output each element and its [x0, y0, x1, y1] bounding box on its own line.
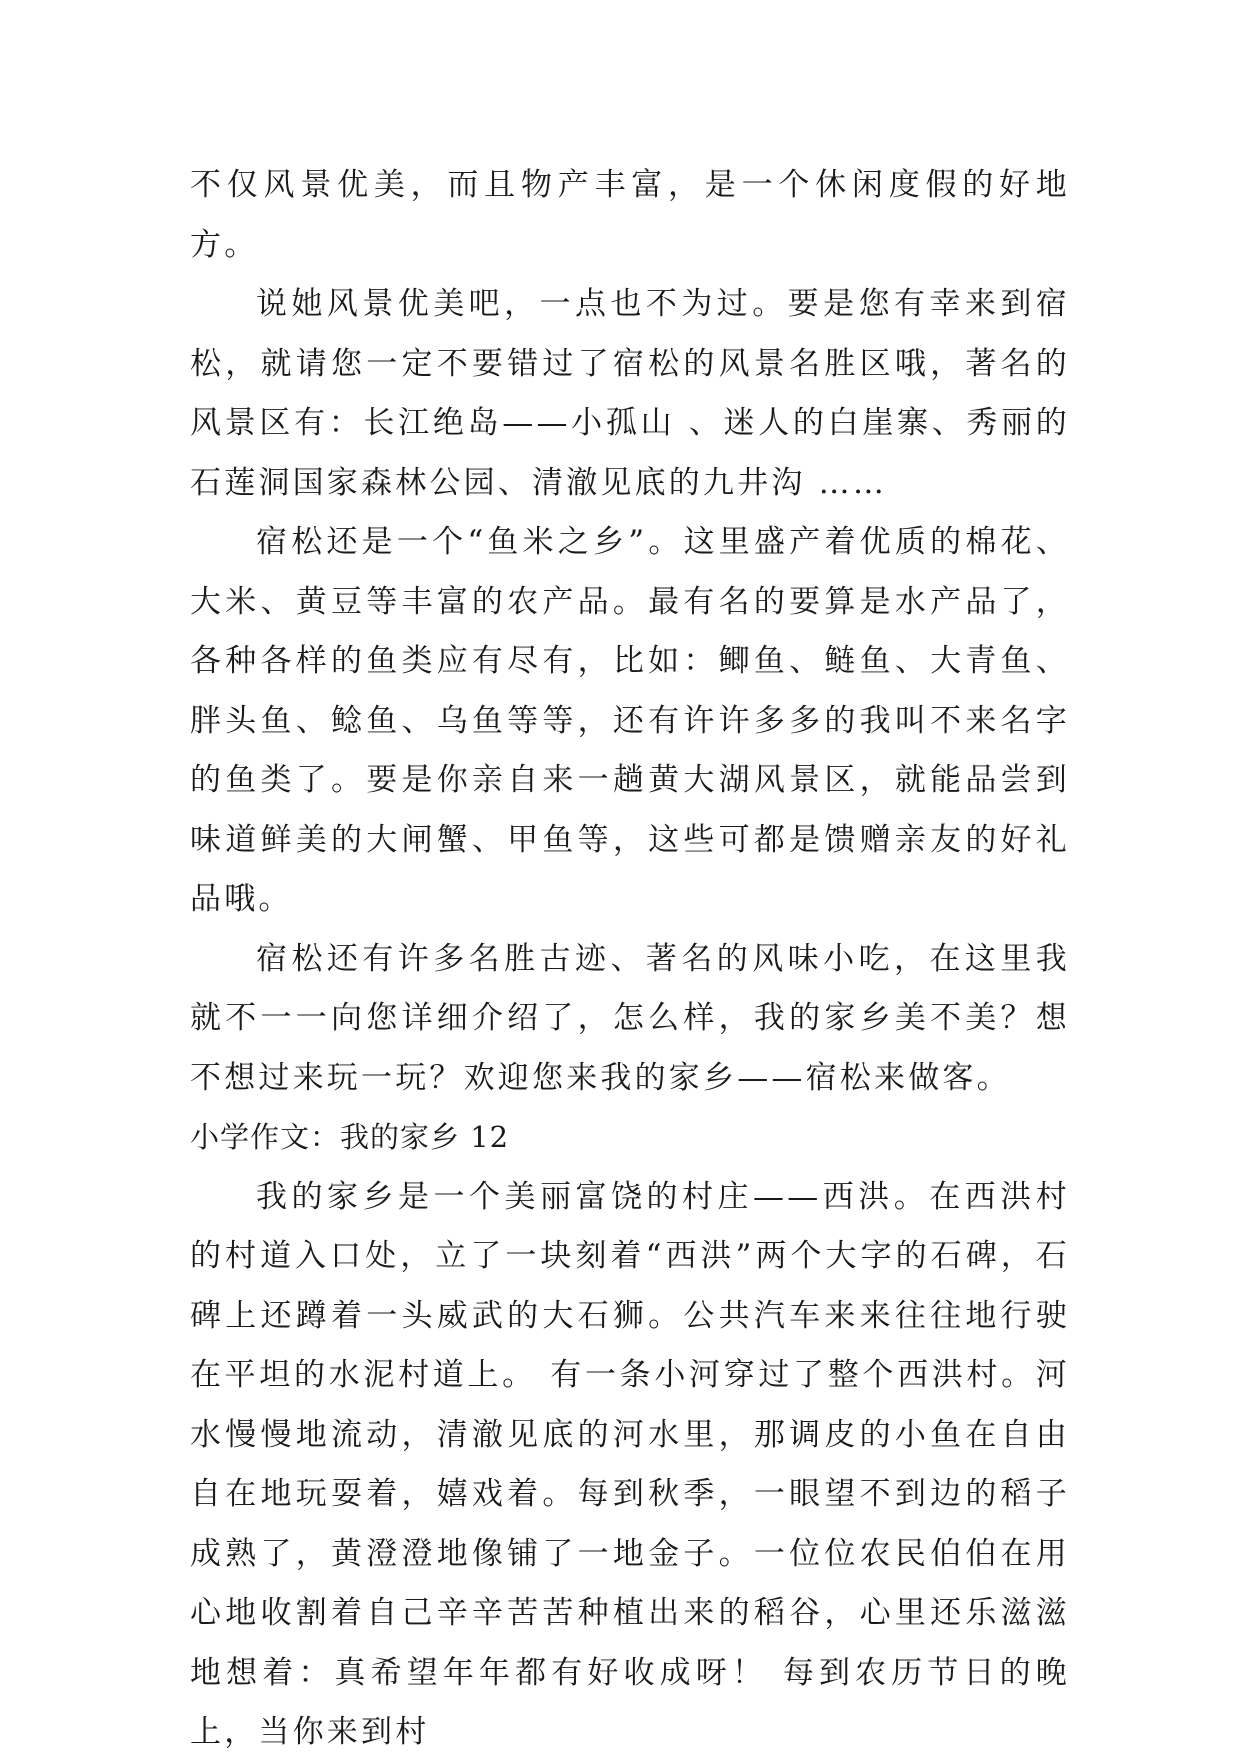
paragraph-scenery: 说她风景优美吧，一点也不为过。要是您有幸来到宿松，就请您一定不要错过了宿松的风景名胜区哦，著名的风景区有：长江绝岛——小孤山 、迷人的白崖寨、秀丽的石莲洞国家森林公园、清澈见底的九井沟 …… [190, 286, 1070, 501]
document-body [190, 156, 1070, 1763]
paragraph-invitation: 宿松还有许多名胜古迹、著名的风味小吃，在这里我就不一一向您详细介绍了，怎么样，我的家乡美不美？想不想过来玩一玩？欢迎您来我的家乡——宿松来做客。 [190, 940, 1070, 1096]
paragraph-continuation: 不仅风景优美，而且物产丰富，是一个休闲度假的好地方。 [190, 167, 1070, 263]
paragraph-xihong-village: 我的家乡是一个美丽富饶的村庄——西洪。在西洪村的村道入口处，立了一块刻着“西洪”两个大字的石碑，石碑上还蹲着一头威武的大石狮。公共汽车来来往往地行驶在平坦的水泥村道上。 有一条小河穿过了整个西洪村。河水慢慢地流动，清澈见底的河水里，那调皮的小鱼在自由自在地玩耍着，嬉戏着。每到秋季，一眼望不到边的稻子成熟了，黄澄澄地像铺了一地金子。一位位农民伯伯在用心地收割着自己辛辛苦苦种植出来的稻谷，心里还乐滋滋地想着：真希望年年都有好收成呀！ 每到农历节日的晚上，当你来到村 [190, 1178, 1070, 1750]
paragraph-fish-and-rice: 宿松还是一个“鱼米之乡”。这里盛产着优质的棉花、大米、黄豆等丰富的农产品。最有名的要算是水产品了，各种各样的鱼类应有尽有，比如：鲫鱼、鲢鱼、大青鱼、胖头鱼、鲶鱼、乌鱼等等，还有许许多多的我叫不来名字的鱼类了。要是你亲自来一趟黄大湖风景区，就能品尝到味道鲜美的大闸蟹、甲鱼等，这些可都是馈赠亲友的好礼品哦。 [190, 524, 1070, 917]
essay-heading: 小学作文：我的家乡 12 [190, 1120, 510, 1154]
